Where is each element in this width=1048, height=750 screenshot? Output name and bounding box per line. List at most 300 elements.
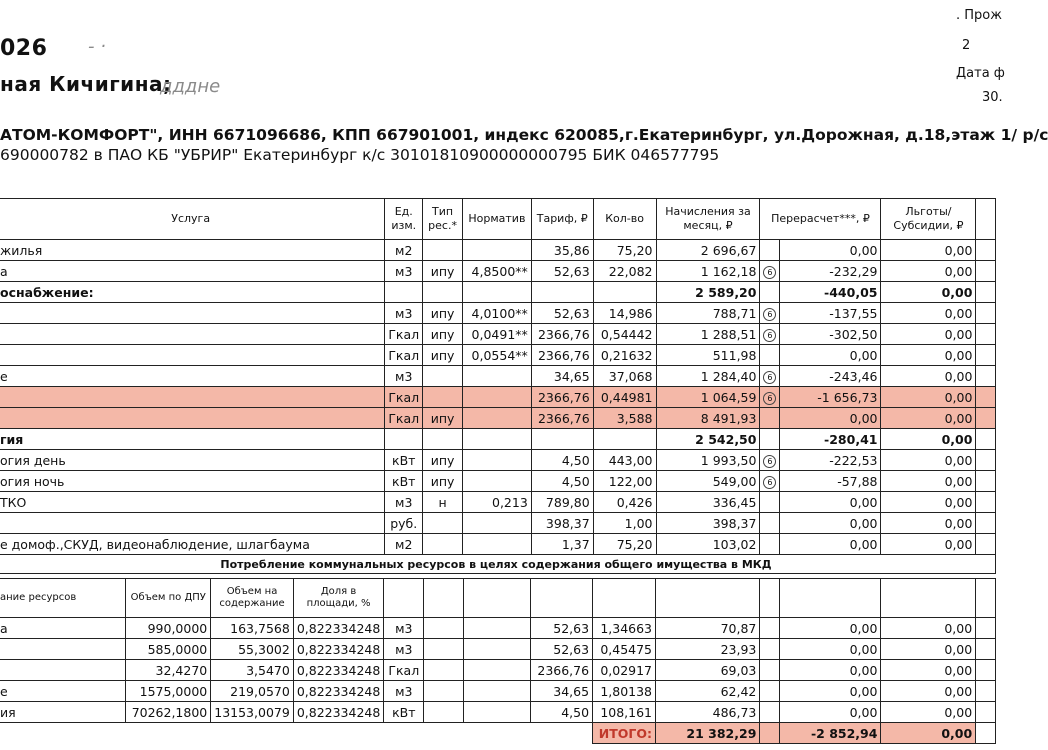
cell-benefits: 0,00 <box>881 324 976 345</box>
cell-tariff: 2366,76 <box>531 387 593 408</box>
cell-charged: 2 542,50 <box>656 429 760 450</box>
cell-norm: 0,0554** <box>462 345 531 366</box>
cell-charged: 511,98 <box>656 345 760 366</box>
odn-table <box>0 578 996 744</box>
odn-cell-recalc: 0,00 <box>780 702 881 723</box>
odn-cell-benefits: 0,00 <box>881 660 976 681</box>
odn-cell-benefits: 0,00 <box>881 702 976 723</box>
cell-tariff: 789,80 <box>531 492 593 513</box>
odn-header-blank <box>656 579 760 618</box>
cell-extra <box>976 513 996 534</box>
odn-header-blank <box>976 579 996 618</box>
cell-mark <box>760 345 780 366</box>
odn-row <box>0 618 996 639</box>
header-unit: Ед. изм. <box>385 199 423 240</box>
cell-mark <box>760 408 780 429</box>
odn-cell-benefits: 0,00 <box>881 681 976 702</box>
odn-cell-qty: 1,80138 <box>593 681 656 702</box>
cell-tariff: 2366,76 <box>531 324 593 345</box>
odn-cell-recalc: 0,00 <box>780 660 881 681</box>
cell-service <box>0 303 385 324</box>
recalc-mark-icon: 6 <box>763 308 776 321</box>
cell-charged: 1 288,51 <box>656 324 760 345</box>
cell-charged: 2 696,67 <box>656 240 760 261</box>
cell-recalc: 0,00 <box>780 534 881 555</box>
cell-norm <box>462 429 531 450</box>
odn-cell-charged: 23,93 <box>656 639 760 660</box>
cell-extra <box>976 429 996 450</box>
cell-mark <box>760 534 780 555</box>
cell-qty: 0,54442 <box>593 324 656 345</box>
header-charged: Начисления за месяц, ₽ <box>656 199 760 240</box>
cell-charged: 549,00 <box>656 471 760 492</box>
odn-row <box>0 702 996 723</box>
cell-extra <box>976 240 996 261</box>
cell-tariff <box>531 282 593 303</box>
odn-cell-blank <box>976 639 996 660</box>
total-benefits: 0,00 <box>881 723 976 744</box>
odn-cell-share: 0,822334248 <box>293 618 384 639</box>
cell-unit: Гкал <box>385 345 423 366</box>
odn-cell-share: 0,822334248 <box>293 702 384 723</box>
handwritten-name: дддне <box>160 76 221 97</box>
odn-cell-qty: 0,45475 <box>593 639 656 660</box>
cell-type <box>423 387 463 408</box>
odn-row <box>0 639 996 660</box>
odn-cell-charged: 70,87 <box>656 618 760 639</box>
odn-cell-tariff: 34,65 <box>531 681 593 702</box>
cell-charged: 336,45 <box>656 492 760 513</box>
odn-header-blank <box>531 579 593 618</box>
cell-tariff: 4,50 <box>531 471 593 492</box>
table-row <box>0 492 996 513</box>
odn-cell-blank <box>976 660 996 681</box>
cell-norm <box>462 513 531 534</box>
cell-recalc: 0,00 <box>780 492 881 513</box>
total-extra <box>976 723 996 744</box>
odn-cell-content: 163,7568 <box>211 618 294 639</box>
cell-extra <box>976 492 996 513</box>
odn-header-content: Объем на содержание <box>211 579 294 618</box>
cell-type <box>423 366 463 387</box>
odn-cell-tariff: 2366,76 <box>531 660 593 681</box>
cell-type: ипу <box>423 261 463 282</box>
odn-cell-dpu: 585,0000 <box>126 639 211 660</box>
cell-mark <box>760 303 780 324</box>
table-row <box>0 303 996 324</box>
cell-mark <box>760 450 780 471</box>
cell-unit: м3 <box>385 303 423 324</box>
odn-header-blank <box>881 579 976 618</box>
odn-cell-unit: Гкал <box>384 660 424 681</box>
header-norm: Норматив <box>462 199 531 240</box>
odn-cell-unit: м3 <box>384 639 424 660</box>
odn-cell-charged: 69,03 <box>656 660 760 681</box>
cell-service: е <box>0 366 385 387</box>
odn-cell-blank <box>760 660 780 681</box>
odn-title: Потребление коммунальных ресурсов в целях содержания общего имущества в МКД <box>0 555 996 574</box>
cell-tariff: 52,63 <box>531 261 593 282</box>
header-service: Услуга <box>0 199 385 240</box>
cell-service <box>0 324 385 345</box>
cell-charged: 1 162,18 <box>656 261 760 282</box>
cell-benefits: 0,00 <box>881 492 976 513</box>
odn-cell-share: 0,822334248 <box>293 660 384 681</box>
total-row <box>0 723 996 744</box>
cell-unit: м2 <box>385 240 423 261</box>
cell-tariff: 35,86 <box>531 240 593 261</box>
cell-tariff: 398,37 <box>531 513 593 534</box>
odn-cell-content: 13153,0079 <box>211 702 294 723</box>
odn-cell-name <box>0 639 126 660</box>
odn-cell-blank <box>760 639 780 660</box>
cell-benefits: 0,00 <box>881 366 976 387</box>
table-row <box>0 240 996 261</box>
odn-cell-unit: м3 <box>384 681 424 702</box>
cell-extra <box>976 261 996 282</box>
cell-service <box>0 513 385 534</box>
odn-cell-tariff: 52,63 <box>531 618 593 639</box>
odn-cell-blank <box>760 702 780 723</box>
cell-service: е домоф.,СКУД, видеонаблюдение, шлагбаума <box>0 534 385 555</box>
cell-unit: м3 <box>385 261 423 282</box>
total-charged: 21 382,29 <box>656 723 760 744</box>
odn-cell-blank <box>424 681 463 702</box>
cell-tariff <box>531 429 593 450</box>
odn-cell-blank <box>463 660 531 681</box>
odn-row <box>0 660 996 681</box>
cell-extra <box>976 324 996 345</box>
cell-benefits: 0,00 <box>881 429 976 450</box>
cell-charged: 2 589,20 <box>656 282 760 303</box>
odn-header-blank <box>760 579 780 618</box>
cell-mark <box>760 366 780 387</box>
cell-unit: м3 <box>385 492 423 513</box>
cell-qty: 75,20 <box>593 240 656 261</box>
odn-cell-content: 55,3002 <box>211 639 294 660</box>
odn-cell-dpu: 32,4270 <box>126 660 211 681</box>
cell-norm <box>462 282 531 303</box>
cell-unit: м3 <box>385 366 423 387</box>
odn-cell-dpu: 990,0000 <box>126 618 211 639</box>
cell-type <box>423 282 463 303</box>
table-row <box>0 387 996 408</box>
cell-norm <box>462 408 531 429</box>
odn-cell-tariff: 4,50 <box>531 702 593 723</box>
cell-mark <box>760 261 780 282</box>
odn-cell-name: е <box>0 681 126 702</box>
cell-unit: м2 <box>385 534 423 555</box>
cell-benefits: 0,00 <box>881 261 976 282</box>
odn-title-row <box>0 555 996 574</box>
cell-charged: 398,37 <box>656 513 760 534</box>
table-row <box>0 366 996 387</box>
cell-extra <box>976 345 996 366</box>
cell-service: огия ночь <box>0 471 385 492</box>
odn-cell-tariff: 52,63 <box>531 639 593 660</box>
charges-table <box>0 198 996 574</box>
odn-cell-name <box>0 660 126 681</box>
cell-qty <box>593 282 656 303</box>
odn-header-blank <box>463 579 531 618</box>
odn-cell-qty: 0,02917 <box>593 660 656 681</box>
recalc-mark-icon: 6 <box>763 476 776 489</box>
cell-charged: 8 491,93 <box>656 408 760 429</box>
table-row <box>0 345 996 366</box>
cell-tariff: 34,65 <box>531 366 593 387</box>
odn-header-blank <box>384 579 424 618</box>
cell-unit <box>385 429 423 450</box>
cell-unit: Гкал <box>385 387 423 408</box>
table-header-row <box>0 199 996 240</box>
cell-tariff: 52,63 <box>531 303 593 324</box>
cell-norm <box>462 387 531 408</box>
table-row <box>0 261 996 282</box>
cell-norm <box>462 471 531 492</box>
cell-type: ипу <box>423 408 463 429</box>
odn-cell-content: 219,0570 <box>211 681 294 702</box>
cell-tariff: 4,50 <box>531 450 593 471</box>
odn-cell-unit: м3 <box>384 618 424 639</box>
cell-recalc: 0,00 <box>780 240 881 261</box>
recalc-mark-icon: 6 <box>763 329 776 342</box>
org-details-line2: 690000782 в ПАО КБ "УБРИР" Екатеринбург к/с 30101810900000000795 БИК 046577795 <box>0 146 720 164</box>
cell-mark <box>760 429 780 450</box>
odn-cell-blank <box>424 660 463 681</box>
odn-cell-charged: 486,73 <box>656 702 760 723</box>
cell-qty <box>593 429 656 450</box>
cell-qty: 0,44981 <box>593 387 656 408</box>
total-mark-blank <box>760 723 780 744</box>
cell-benefits: 0,00 <box>881 534 976 555</box>
odn-header-name: ание ресурсов <box>0 579 126 618</box>
cell-mark <box>760 240 780 261</box>
header-extra <box>976 199 996 240</box>
table-row <box>0 429 996 450</box>
cell-benefits: 0,00 <box>881 450 976 471</box>
cell-qty: 14,986 <box>593 303 656 324</box>
odn-cell-qty: 108,161 <box>593 702 656 723</box>
odn-row <box>0 681 996 702</box>
cell-service: огия день <box>0 450 385 471</box>
header-qty: Кол-во <box>593 199 656 240</box>
cell-norm <box>462 366 531 387</box>
cell-service: гия <box>0 429 385 450</box>
cell-service <box>0 345 385 366</box>
odn-cell-recalc: 0,00 <box>780 681 881 702</box>
table-row <box>0 408 996 429</box>
cell-unit <box>385 282 423 303</box>
cell-benefits: 0,00 <box>881 240 976 261</box>
date-label: Дата ф <box>956 66 1005 81</box>
payer-name: ная Кичигина; <box>0 72 172 96</box>
cell-mark <box>760 324 780 345</box>
table-row <box>0 534 996 555</box>
cell-benefits: 0,00 <box>881 387 976 408</box>
odn-cell-share: 0,822334248 <box>293 639 384 660</box>
cell-service <box>0 408 385 429</box>
cell-norm <box>462 450 531 471</box>
cell-benefits: 0,00 <box>881 513 976 534</box>
recalc-mark-icon: 6 <box>763 392 776 405</box>
cell-recalc: -232,29 <box>780 261 881 282</box>
cell-qty: 37,068 <box>593 366 656 387</box>
cell-tariff: 1,37 <box>531 534 593 555</box>
odn-cell-benefits: 0,00 <box>881 639 976 660</box>
cell-extra <box>976 450 996 471</box>
cell-recalc: -57,88 <box>780 471 881 492</box>
odn-cell-blank <box>463 639 531 660</box>
cell-type: ипу <box>423 324 463 345</box>
cell-recalc: -440,05 <box>780 282 881 303</box>
cell-service: а <box>0 261 385 282</box>
cell-charged: 103,02 <box>656 534 760 555</box>
cell-type: ипу <box>423 471 463 492</box>
odn-cell-name: а <box>0 618 126 639</box>
cell-recalc: 0,00 <box>780 513 881 534</box>
cell-norm: 0,213 <box>462 492 531 513</box>
cell-type: н <box>423 492 463 513</box>
cell-unit: кВт <box>385 450 423 471</box>
odn-cell-name: ия <box>0 702 126 723</box>
cell-charged: 1 284,40 <box>656 366 760 387</box>
odn-header-row <box>0 579 996 618</box>
cell-tariff: 2366,76 <box>531 345 593 366</box>
header-recalc: Перерасчет***, ₽ <box>760 199 881 240</box>
cell-tariff: 2366,76 <box>531 408 593 429</box>
cell-mark <box>760 387 780 408</box>
odn-cell-recalc: 0,00 <box>780 639 881 660</box>
odn-header-blank <box>593 579 656 618</box>
header-tariff: Тариф, ₽ <box>531 199 593 240</box>
cell-norm: 0,0491** <box>462 324 531 345</box>
cell-mark <box>760 282 780 303</box>
cell-recalc: -302,50 <box>780 324 881 345</box>
recalc-mark-icon: 6 <box>763 455 776 468</box>
cell-recalc: -222,53 <box>780 450 881 471</box>
odn-cell-blank <box>424 702 463 723</box>
table-row <box>0 513 996 534</box>
cell-type: ипу <box>423 450 463 471</box>
cell-service <box>0 387 385 408</box>
cell-extra <box>976 282 996 303</box>
cell-extra <box>976 366 996 387</box>
table-row <box>0 324 996 345</box>
cell-qty: 75,20 <box>593 534 656 555</box>
odn-header-dpu: Объем по ДПУ <box>126 579 211 618</box>
total-label: ИТОГО: <box>593 723 656 744</box>
cell-benefits: 0,00 <box>881 345 976 366</box>
cell-qty: 0,426 <box>593 492 656 513</box>
odn-cell-blank <box>424 618 463 639</box>
table-row <box>0 282 996 303</box>
cell-recalc: -1 656,73 <box>780 387 881 408</box>
date-value: 30. <box>982 90 1003 105</box>
cell-norm <box>462 534 531 555</box>
odn-cell-unit: кВт <box>384 702 424 723</box>
cell-benefits: 0,00 <box>881 471 976 492</box>
org-details-line1: АТОМ-КОМФОРТ", ИНН 6671096686, КПП 667901001, индекс 620085,г.Екатеринбург, ул.Дорожная, д.18,этаж 1/ р/с <box>0 126 1048 144</box>
odn-cell-benefits: 0,00 <box>881 618 976 639</box>
odn-cell-blank <box>463 618 531 639</box>
cell-benefits: 0,00 <box>881 282 976 303</box>
odn-header-share: Доля в площади, % <box>293 579 384 618</box>
cell-charged: 1 993,50 <box>656 450 760 471</box>
cell-benefits: 0,00 <box>881 408 976 429</box>
cell-recalc: 0,00 <box>780 345 881 366</box>
cell-mark <box>760 513 780 534</box>
odn-cell-blank <box>463 702 531 723</box>
cell-extra <box>976 408 996 429</box>
cell-qty: 22,082 <box>593 261 656 282</box>
cell-recalc: -243,46 <box>780 366 881 387</box>
cell-extra <box>976 534 996 555</box>
cell-extra <box>976 303 996 324</box>
recalc-mark-icon: 6 <box>763 266 776 279</box>
table-row <box>0 450 996 471</box>
cell-recalc: -280,41 <box>780 429 881 450</box>
header-type: Тип рес.* <box>423 199 463 240</box>
cell-charged: 1 064,59 <box>656 387 760 408</box>
odn-cell-blank <box>760 618 780 639</box>
odn-cell-dpu: 1575,0000 <box>126 681 211 702</box>
total-recalc: -2 852,94 <box>780 723 881 744</box>
page-number: 2 <box>962 38 971 53</box>
cell-qty: 1,00 <box>593 513 656 534</box>
cell-type <box>423 429 463 450</box>
cell-norm <box>462 240 531 261</box>
cell-type: ипу <box>423 345 463 366</box>
cell-type: ипу <box>423 303 463 324</box>
total-blank <box>0 723 593 744</box>
odn-cell-blank <box>424 639 463 660</box>
odn-cell-blank <box>976 681 996 702</box>
cell-norm: 4,8500** <box>462 261 531 282</box>
cell-type <box>423 513 463 534</box>
header-benefits: Льготы/ Субсидии, ₽ <box>881 199 976 240</box>
cell-norm: 4,0100** <box>462 303 531 324</box>
recalc-mark-icon: 6 <box>763 371 776 384</box>
odn-cell-blank <box>976 702 996 723</box>
odn-cell-content: 3,5470 <box>211 660 294 681</box>
cell-charged: 788,71 <box>656 303 760 324</box>
table-row <box>0 471 996 492</box>
document-year: 026 <box>0 36 48 61</box>
cell-service: ТКО <box>0 492 385 513</box>
cell-service: жилья <box>0 240 385 261</box>
cell-type <box>423 534 463 555</box>
odn-cell-share: 0,822334248 <box>293 681 384 702</box>
odn-header-blank <box>780 579 881 618</box>
cell-service: оснабжение: <box>0 282 385 303</box>
cell-mark <box>760 492 780 513</box>
cell-recalc: 0,00 <box>780 408 881 429</box>
odn-cell-charged: 62,42 <box>656 681 760 702</box>
cell-recalc: -137,55 <box>780 303 881 324</box>
cell-type <box>423 240 463 261</box>
cell-qty: 443,00 <box>593 450 656 471</box>
cell-unit: руб. <box>385 513 423 534</box>
cell-extra <box>976 387 996 408</box>
cell-extra <box>976 471 996 492</box>
handwritten-mark: - · <box>88 36 106 57</box>
cell-unit: кВт <box>385 471 423 492</box>
header-right-label: . Прож <box>956 8 1002 23</box>
cell-unit: Гкал <box>385 408 423 429</box>
cell-mark <box>760 471 780 492</box>
odn-cell-dpu: 70262,1800 <box>126 702 211 723</box>
odn-cell-qty: 1,34663 <box>593 618 656 639</box>
